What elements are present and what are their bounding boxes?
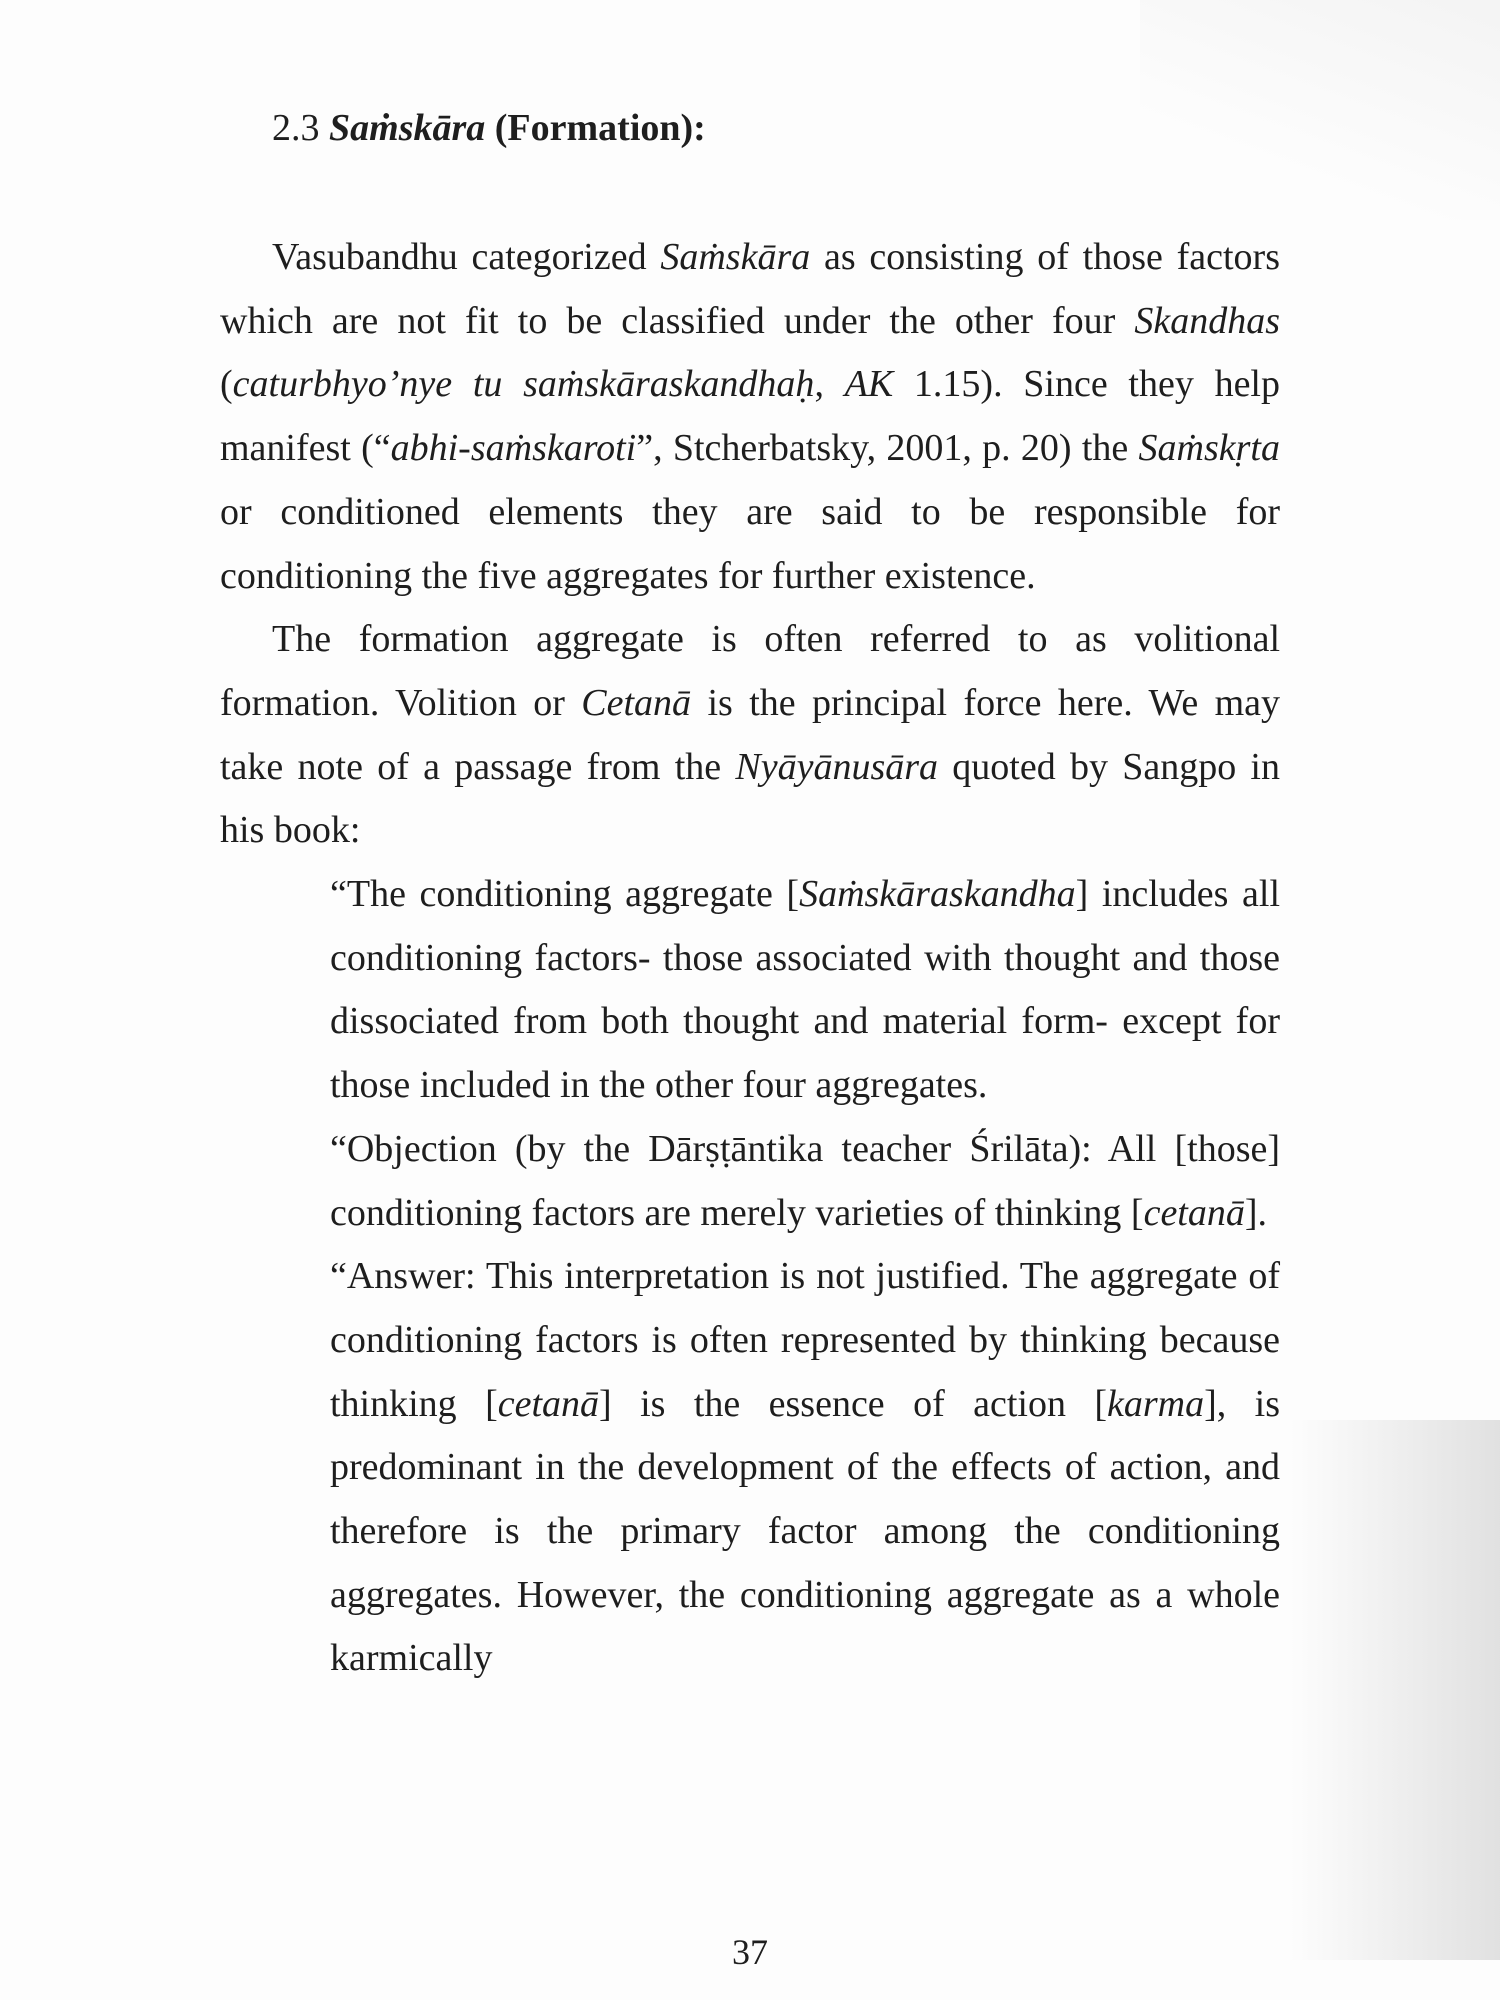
- section-heading: [272, 100, 706, 156]
- page-number: 37: [732, 1932, 768, 1972]
- paragraph-vasubandhu: Vasubandhu categorized Saṁskāra as consisting of those factors which are not fit to be classified under the other four Skandhas (caturbhyo’nye tu saṁskāraskandhaḥ, AK 1.15). Since they help manifest (“abhi-saṁskaroti”, Stcherbatsky, 2001, p. 20) the Saṁskṛta or conditioned elements they are said to be responsible for conditioning the five aggregates for further existence.: [220, 236, 1280, 597]
- facing-page-bleed-bottom: [1290, 1420, 1500, 1960]
- facing-page-bleed-top: [1140, 0, 1500, 220]
- block-quote: [330, 863, 1280, 1691]
- paragraph-formation-aggregate: The formation aggregate is often referred to as volitional formation. Volition or Cetanā is the principal force here. We may take note of a passage from the Nyāyānusāra quoted by Sangpo in his book:: [220, 618, 1281, 852]
- section-number: 2.3: [272, 107, 320, 149]
- quote-paragraph-3: “Answer: This interpretation is not justified. The aggregate of conditioning factors is often represented by thinking because thinking [cetanā] is the essence of action [karma], is predominant in the development of the effects of action, and therefore is the primary factor among the conditioning aggregates. However, the conditioning aggregate as a whole karmically: [330, 1255, 1281, 1680]
- section-title-rest: (Formation):: [494, 107, 706, 149]
- quote-paragraph-2: “Objection (by the Dārṣṭāntika teacher Śrilāta): All [those] conditioning factors are merely varieties of thinking [cetanā].: [330, 1127, 1280, 1234]
- body-text: [220, 226, 1280, 1691]
- quote-paragraph-1: “The conditioning aggregate [Saṁskāraskandha] includes all conditioning factors- those associated with thought and those dissociated from both thought and material form- except for those included in the other four aggregates.: [330, 873, 1280, 1107]
- section-title-term: Saṁskāra: [329, 107, 486, 149]
